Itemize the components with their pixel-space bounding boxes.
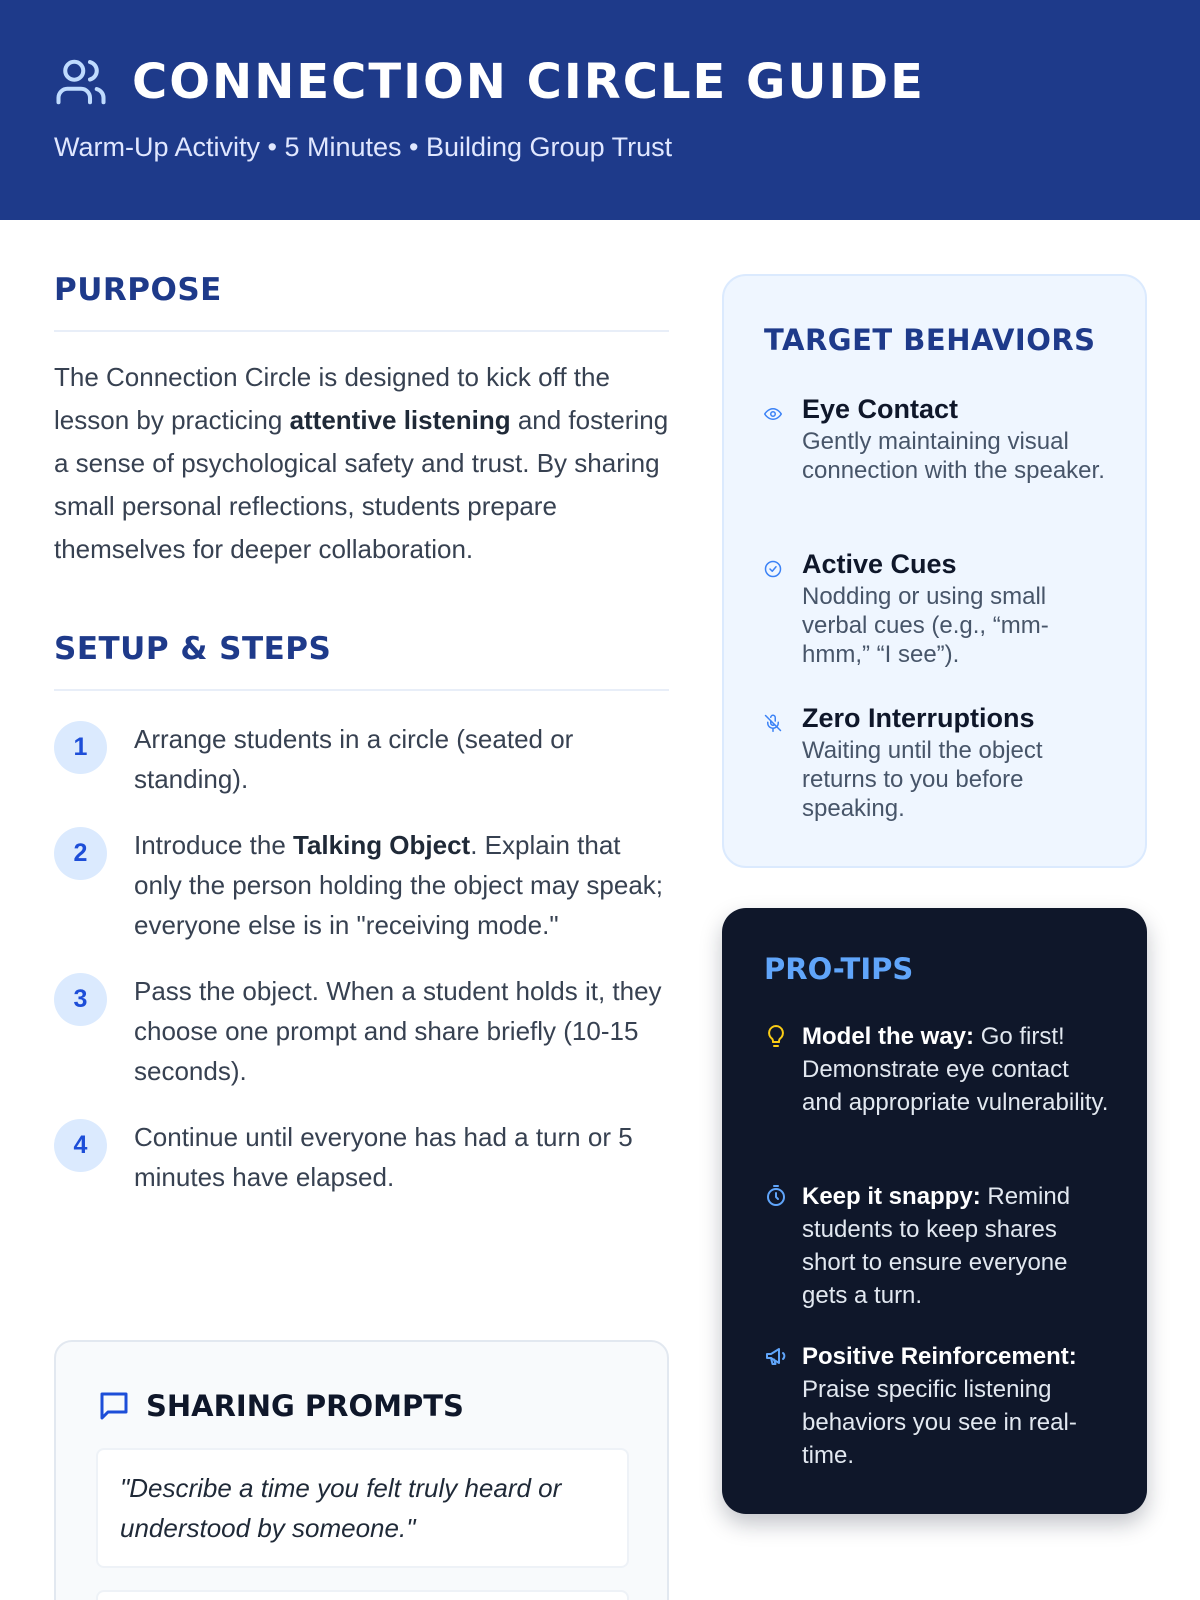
sharing-prompts-card <box>54 1340 669 1600</box>
step-text-after: . Explain that only the person holding the object may speak; everyone else is in "receiving mode." <box>134 830 664 940</box>
check-circle-icon <box>764 560 782 578</box>
step-item <box>54 1117 669 1197</box>
step-number-badge: 2 <box>54 827 107 880</box>
behavior-item <box>764 701 1114 823</box>
tip-text <box>802 1180 1109 1312</box>
pro-tips-card <box>722 908 1147 1514</box>
page-subtitle: Warm-Up Activity • 5 Minutes • Building Group Trust <box>54 132 673 162</box>
tip-item <box>764 1020 1109 1119</box>
chat-bubble-icon <box>96 1388 132 1424</box>
purpose-paragraph <box>54 356 669 571</box>
purpose-divider <box>54 330 669 332</box>
prompts-title-row <box>96 1388 464 1424</box>
step-text <box>134 825 669 945</box>
step-number-badge: 4 <box>54 1119 107 1172</box>
behavior-item <box>764 547 1114 669</box>
behavior-title: Zero Interruptions <box>802 703 1035 733</box>
step-text-before: Introduce the <box>134 830 293 860</box>
tip-body: Go first! Demonstrate eye contact and appropriate vulnerability. <box>802 1023 1109 1116</box>
tip-body: Praise specific listening behaviors you see in real-time. <box>802 1376 1077 1469</box>
steps-list <box>54 719 669 1197</box>
behavior-item <box>764 392 1114 485</box>
step-text: Continue until everyone has had a turn or 5 minutes have elapsed. <box>134 1122 633 1192</box>
steps-divider <box>54 689 669 691</box>
tip-item <box>764 1180 1109 1312</box>
behavior-title: Active Cues <box>802 549 957 579</box>
tip-text <box>802 1340 1109 1472</box>
step-text: Arrange students in a circle (seated or standing). <box>134 724 574 794</box>
target-behaviors-heading: TARGET BEHAVIORS <box>764 323 1096 357</box>
eye-icon <box>764 405 782 423</box>
header-banner <box>0 0 1200 220</box>
tip-body: Remind students to keep shares short to ensure everyone gets a turn. <box>802 1183 1071 1309</box>
prompt-card: "Describe a time you felt truly heard or understood by someone." <box>96 1448 629 1568</box>
megaphone-icon <box>764 1344 788 1368</box>
purpose-text-after: and fostering a sense of psychological safety and trust. By sharing small personal reflections, students prepare themselves for deeper collaboration. <box>54 405 669 564</box>
behavior-description: Gently maintaining visual connection with the speaker. <box>802 428 1105 484</box>
prompt-card-partial <box>96 1590 629 1600</box>
step-item <box>54 825 669 945</box>
users-icon <box>54 55 108 109</box>
title-row <box>54 54 925 110</box>
purpose-bold: attentive listening <box>289 405 511 435</box>
pro-tips-heading: PRO-TIPS <box>764 952 914 986</box>
page-title: CONNECTION CIRCLE GUIDE <box>132 54 925 110</box>
step-number-badge: 3 <box>54 973 107 1026</box>
step-text: Pass the object. When a student holds it, they choose one prompt and share briefly (10-15 seconds). <box>134 976 662 1086</box>
tip-text <box>802 1020 1109 1119</box>
left-column <box>54 270 669 1223</box>
step-item <box>54 719 669 799</box>
stopwatch-icon <box>764 1184 788 1208</box>
purpose-text-before: The Connection Circle is designed to kick off the lesson by practicing <box>54 362 610 435</box>
tip-bold: Model the way: <box>802 1023 975 1050</box>
step-item <box>54 971 669 1091</box>
step-bold: Talking Object <box>293 830 471 860</box>
tip-item <box>764 1340 1109 1472</box>
behavior-title: Eye Contact <box>802 394 959 424</box>
lightbulb-icon <box>764 1024 788 1048</box>
steps-heading: SETUP & STEPS <box>54 631 332 667</box>
target-behaviors-card <box>722 274 1147 868</box>
prompts-heading: SHARING PROMPTS <box>146 1389 464 1423</box>
behavior-description: Nodding or using small verbal cues (e.g., “mm-hmm,” “I see”). <box>802 583 1049 668</box>
tip-bold: Positive Reinforcement: <box>802 1343 1077 1370</box>
purpose-heading: PURPOSE <box>54 272 222 308</box>
tip-bold: Keep it snappy: <box>802 1183 981 1210</box>
step-number-badge: 1 <box>54 721 107 774</box>
behavior-description: Waiting until the object returns to you before speaking. <box>802 737 1043 822</box>
mic-off-icon <box>764 714 782 732</box>
